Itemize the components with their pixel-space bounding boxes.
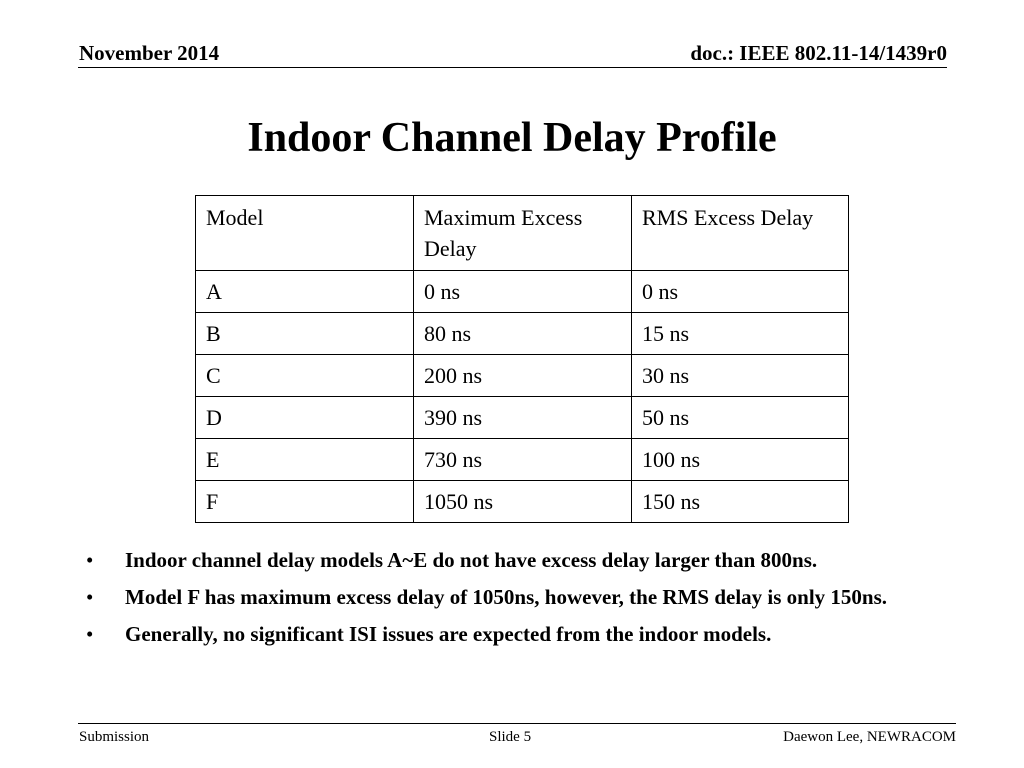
- header-date: November 2014: [79, 41, 220, 65]
- bullet-text: Indoor channel delay models A~E do not have excess delay larger than 800ns.: [125, 548, 818, 572]
- list-item: [86, 582, 936, 613]
- cell-rms-excess-delay: 0 ns: [632, 271, 849, 313]
- cell-max-excess-delay: 730 ns: [414, 439, 632, 481]
- bullet-list: [86, 545, 936, 656]
- header-doc-id: doc.: IEEE 802.11-14/1439r0: [690, 41, 947, 65]
- cell-rms-excess-delay: 100 ns: [632, 439, 849, 481]
- column-header-rms-excess-delay: RMS Excess Delay: [632, 196, 849, 271]
- cell-model: B: [196, 313, 414, 355]
- cell-model: D: [196, 397, 414, 439]
- cell-max-excess-delay: 1050 ns: [414, 481, 632, 523]
- header-divider: [78, 67, 947, 68]
- slide-title: Indoor Channel Delay Profile: [247, 115, 777, 161]
- table-row: [196, 355, 849, 397]
- cell-rms-excess-delay: 50 ns: [632, 397, 849, 439]
- column-header-model: Model: [196, 196, 414, 271]
- table-header-row: [196, 196, 849, 271]
- table-row: [196, 397, 849, 439]
- cell-max-excess-delay: 390 ns: [414, 397, 632, 439]
- column-header-max-excess-delay: Maximum Excess Delay: [414, 196, 632, 271]
- list-item: [86, 619, 936, 650]
- table-row: [196, 271, 849, 313]
- table-row: [196, 481, 849, 523]
- footer-submission: Submission: [79, 729, 150, 745]
- cell-model: E: [196, 439, 414, 481]
- cell-rms-excess-delay: 15 ns: [632, 313, 849, 355]
- cell-rms-excess-delay: 150 ns: [632, 481, 849, 523]
- cell-rms-excess-delay: 30 ns: [632, 355, 849, 397]
- table-row: [196, 439, 849, 481]
- cell-model: F: [196, 481, 414, 523]
- footer-slide-number: Slide 5: [489, 729, 532, 745]
- table-row: [196, 313, 849, 355]
- cell-max-excess-delay: 0 ns: [414, 271, 632, 313]
- bullet-text: Generally, no significant ISI issues are expected from the indoor models.: [125, 622, 772, 646]
- footer-author: Daewon Lee, NEWRACOM: [783, 729, 956, 745]
- bullet-text: Model F has maximum excess delay of 1050ns, however, the RMS delay is only 150ns.: [125, 585, 888, 609]
- footer-divider: [78, 723, 956, 724]
- delay-profile-table: [195, 195, 849, 523]
- list-item: [86, 545, 936, 576]
- cell-max-excess-delay: 80 ns: [414, 313, 632, 355]
- cell-model: C: [196, 355, 414, 397]
- cell-model: A: [196, 271, 414, 313]
- bullet-dot: •: [86, 622, 94, 646]
- bullet-dot: •: [86, 585, 94, 609]
- cell-max-excess-delay: 200 ns: [414, 355, 632, 397]
- bullet-dot: •: [86, 548, 94, 572]
